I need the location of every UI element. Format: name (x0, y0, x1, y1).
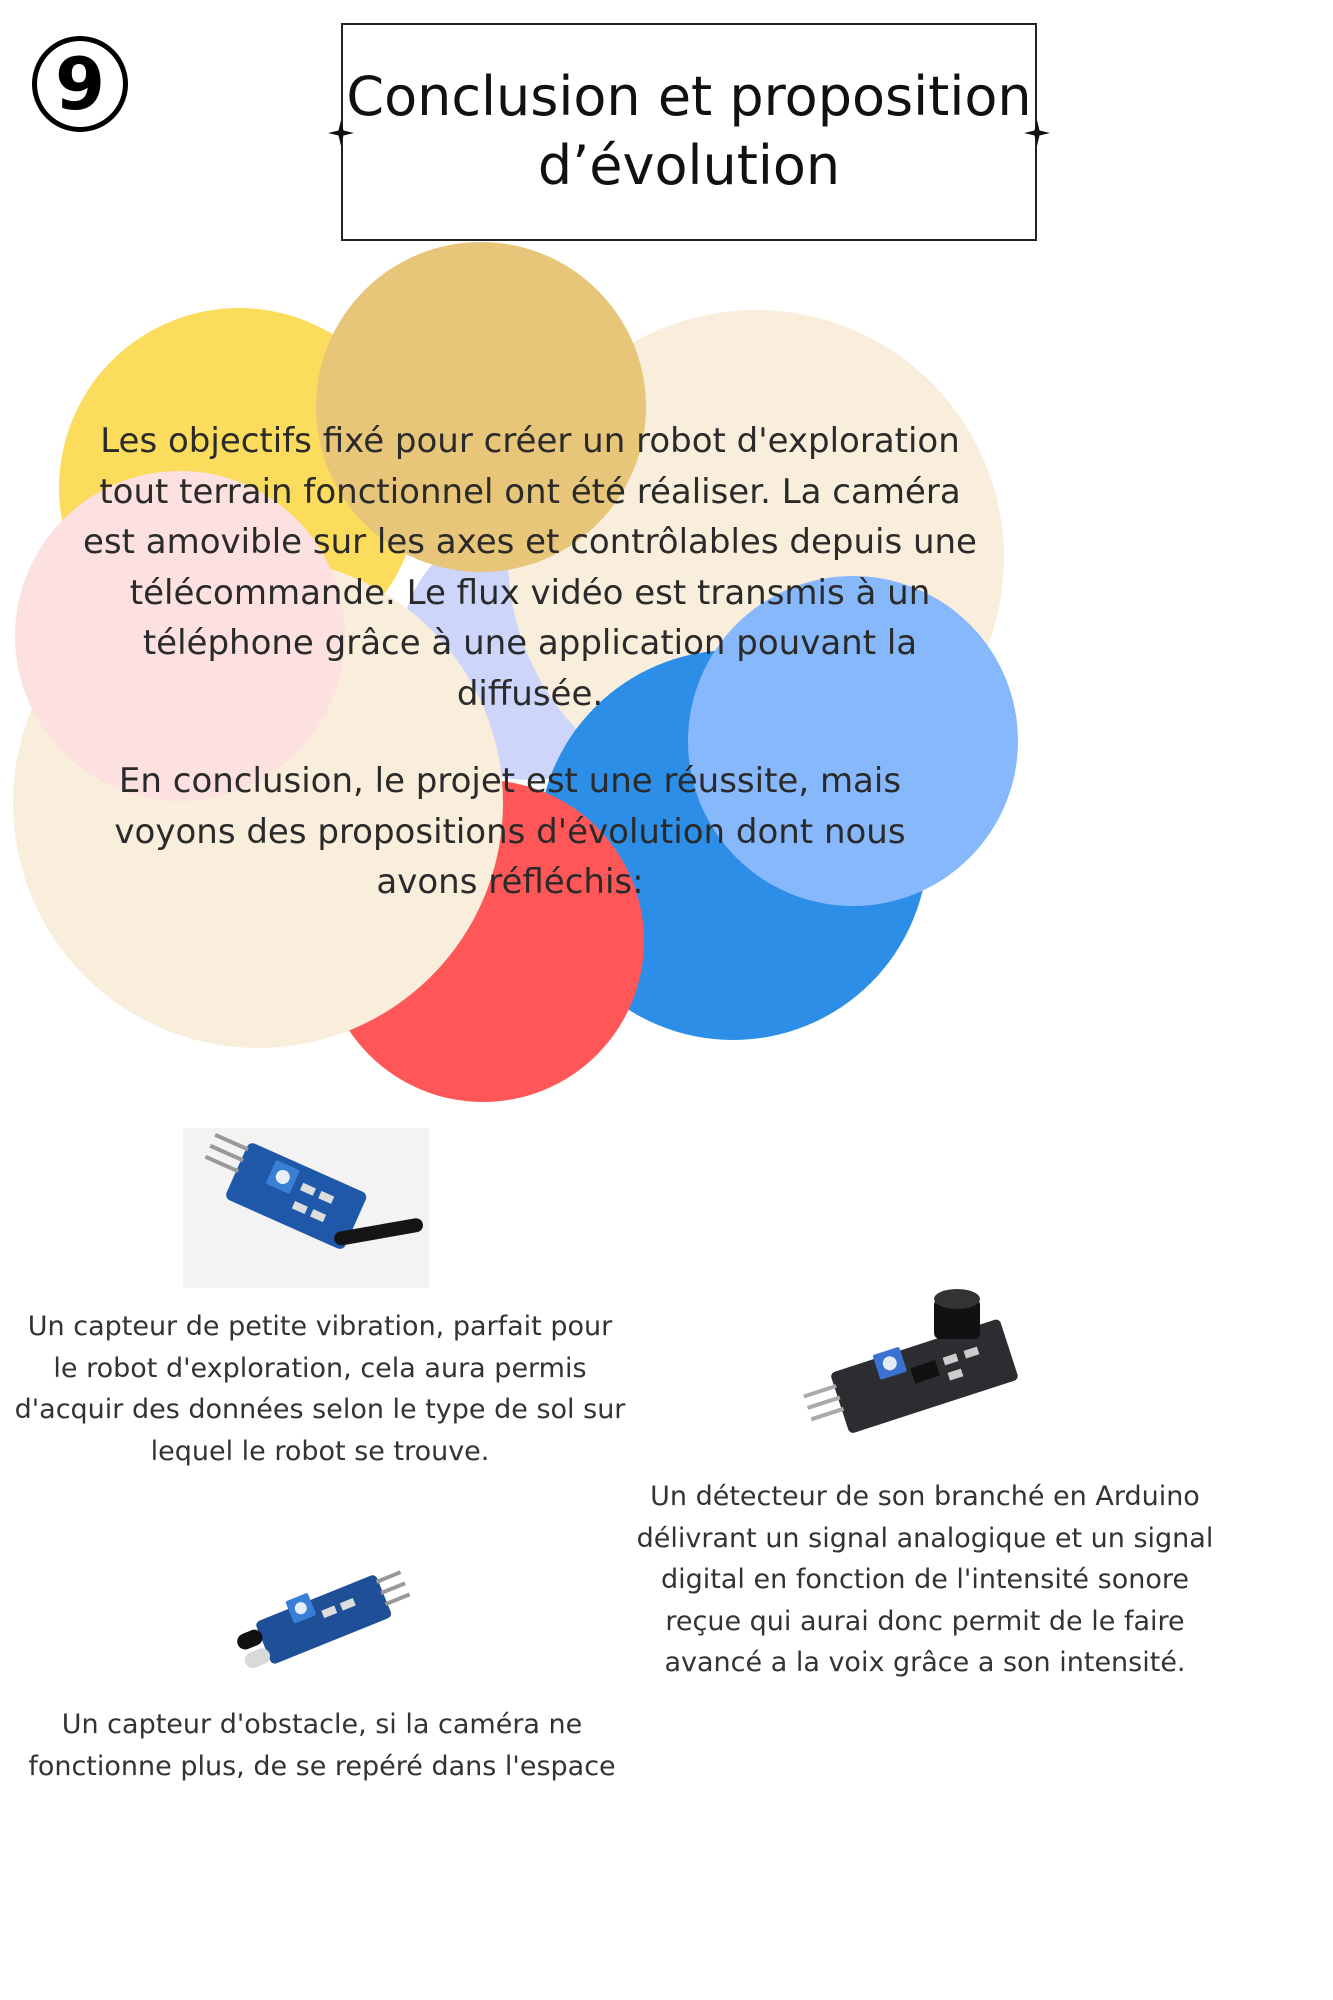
sound-sensor-caption: Un détecteur de son branché en Arduino délivrant un signal analogique et un signal digital en fonction de l'intensité sonore reçue qui aurai donc permit de le faire avancé a la voix grâce a son intensité. (636, 1481, 1214, 1678)
obstacle-sensor-icon (215, 1540, 415, 1700)
sparkle-left-icon (328, 120, 354, 146)
intro-paragraph-1: Les objectifs fixé pour créer un robot d'exploration tout terrain fonctionnel ont été réaliser. La caméra est amovible sur les axes et contrôlables depuis une télécommande. Le flux vidéo est transmis à un téléphone grâce à une application pouvant la diffusée. (83, 421, 977, 714)
page-title-line-1: Conclusion et proposition (346, 65, 1032, 129)
section-number: 9 (54, 42, 106, 126)
section-number-badge (32, 36, 128, 132)
sparkle-right-icon (1024, 120, 1050, 146)
intro-paragraph-2: En conclusion, le projet est une réussite, mais voyons des propositions d'évolution dont nous avons réfléchis: (114, 761, 906, 902)
vibration-sensor-icon (183, 1128, 429, 1288)
obstacle-sensor-caption: Un capteur d'obstacle, si la caméra ne fonctionne plus, de se repéré dans l'espace (28, 1709, 616, 1782)
page-title-box (341, 23, 1037, 241)
sound-sensor-icon (800, 1283, 1030, 1449)
vibration-sensor-caption: Un capteur de petite vibration, parfait pour le robot d'exploration, cela aura permis d'acquir des données selon le type de sol sur lequel le robot se trouve. (14, 1311, 626, 1467)
page-title-line-2: d’évolution (537, 134, 841, 197)
